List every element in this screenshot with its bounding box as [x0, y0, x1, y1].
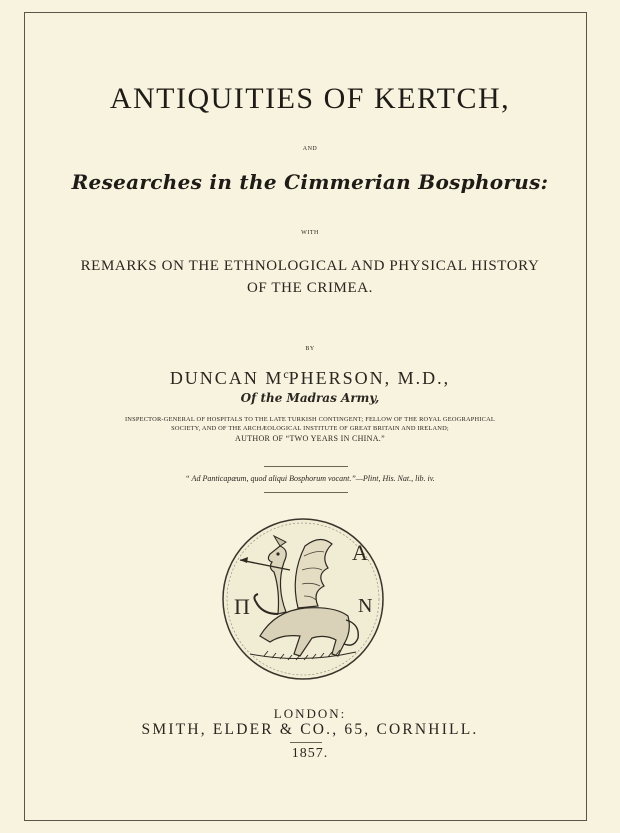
imprint-city: LONDON:: [273, 706, 347, 721]
coin-legend-left: П: [234, 594, 250, 619]
author-name-part-1: DUNCAN M: [169, 368, 284, 388]
epigraph-quote: “ Ad Panticapæum, quod aliqui Bosphorum vocant.”—Plint, His. Nat., lib. iv.: [185, 474, 435, 483]
book-title: ANTIQUITIES OF KERTCH,: [109, 82, 511, 115]
divider-bottom: [264, 492, 348, 493]
book-subtitle: Researches in the Cimmerian Bosphorus:: [71, 170, 549, 194]
author-name: [0, 367, 620, 389]
by-connector: BY: [305, 346, 315, 352]
remarks-line-1: REMARKS ON THE ETHNOLOGICAL AND PHYSICAL HISTORY: [80, 258, 540, 274]
divider-top: [264, 466, 348, 467]
credentials-line-2: SOCIETY, AND OF THE ARCHÆOLOGICAL INSTITUTE OF GREAT BRITAIN AND IRELAND;: [171, 425, 449, 432]
remarks-line-2: OF THE CRIMEA.: [246, 280, 374, 296]
author-name-superscript: c: [283, 367, 289, 381]
coin-legend-right-top: А: [352, 540, 368, 565]
credentials-line-3: AUTHOR OF “TWO YEARS IN CHINA.”: [235, 434, 385, 443]
with-connector: WITH: [301, 230, 319, 236]
imprint-year: 1857.: [291, 746, 329, 761]
coin-legend-right-bottom: N: [358, 595, 373, 617]
and-connector: AND: [302, 146, 318, 152]
author-affiliation: Of the Madras Army,: [240, 391, 380, 405]
imprint-rule: [290, 742, 322, 743]
coin-engraving-icon: [220, 516, 386, 682]
credentials-line-1: INSPECTOR-GENERAL OF HOSPITALS TO THE LATE TURKISH CONTINGENT; FELLOW OF THE ROYAL GEOGRAPHICAL: [124, 416, 496, 423]
imprint-publisher: SMITH, ELDER & CO., 65, CORNHILL.: [141, 721, 479, 738]
author-name-part-2: PHERSON, M.D.,: [288, 368, 451, 388]
